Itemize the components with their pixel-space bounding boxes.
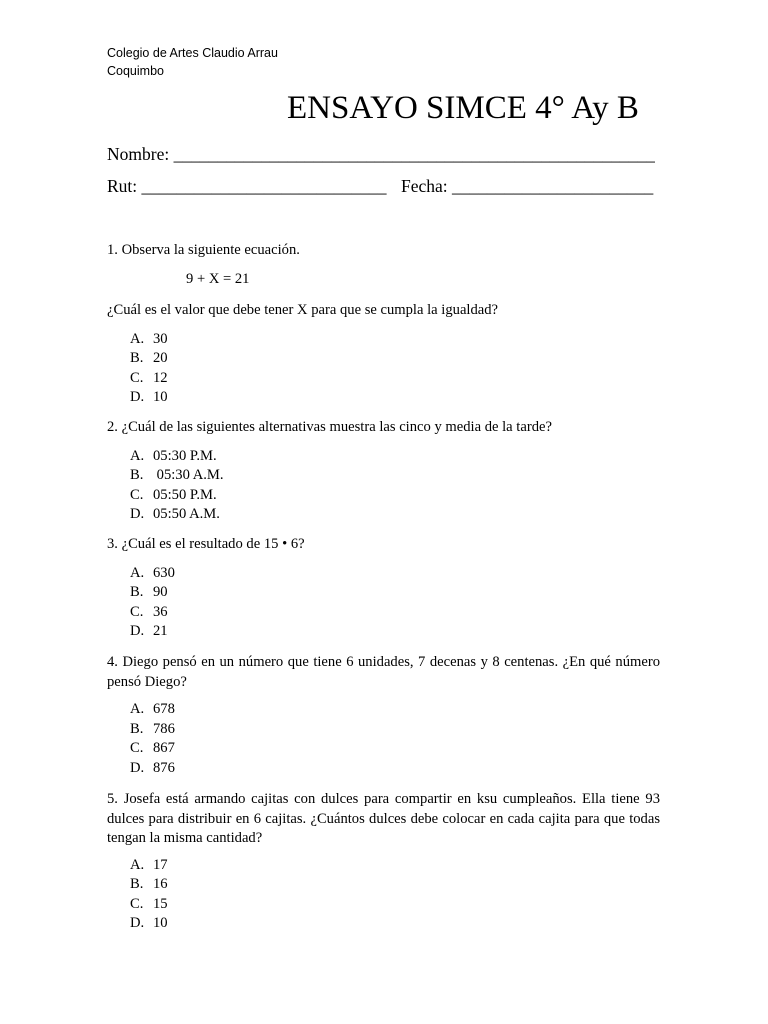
option-value: 90 (153, 584, 168, 600)
question-3-text: 3. ¿Cuál es el resultado de 15 • 6? (107, 536, 305, 552)
question-2-text: 2. ¿Cuál de las siguientes alternativas muestra las cinco y media de la tarde? (107, 419, 552, 435)
option-letter: A. (130, 565, 145, 581)
option-value: 867 (153, 740, 175, 756)
option-letter: D. (130, 915, 145, 931)
option-letter: B. (130, 876, 144, 892)
question-1-text: 1. Observa la siguiente ecuación. (107, 242, 300, 258)
option-value: 21 (153, 623, 168, 639)
question-5-text: 5. Josefa está armando cajitas con dulces para compartir en ksu cumpleaños. Ella tiene 93 dulces para distribuir en 6 cajitas. ¿Cuántos dulces debe colocar en cada cajita para que todas tengan la misma cantidad? (107, 791, 660, 846)
option-letter: D. (130, 760, 145, 776)
option-letter: C. (130, 740, 144, 756)
school-city: Coquimbo (107, 64, 164, 78)
option-value: 630 (153, 565, 175, 581)
option-letter: C. (130, 604, 144, 620)
option-value: 05:30 P.M. (153, 448, 217, 464)
option-letter: D. (130, 506, 145, 522)
option-value: 05:50 A.M. (153, 506, 220, 522)
option-value: 10 (153, 389, 168, 405)
option-value: 786 (153, 721, 175, 737)
option-letter: A. (130, 857, 145, 873)
option-value: 05:50 P.M. (153, 487, 217, 503)
option-letter: A. (130, 331, 145, 347)
fecha-field[interactable]: Fecha: _______________________ (401, 176, 654, 196)
option-letter: A. (130, 701, 145, 717)
option-letter: A. (130, 448, 145, 464)
option-value: 12 (153, 370, 168, 386)
option-letter: B. (130, 350, 144, 366)
option-value: 15 (153, 896, 168, 912)
option-letter: D. (130, 623, 145, 639)
nombre-field[interactable]: Nombre: _______________________________________________________ (107, 144, 655, 164)
option-value: 30 (153, 331, 168, 347)
option-letter: B. (130, 584, 144, 600)
option-letter: D. (130, 389, 145, 405)
option-value: 678 (153, 701, 175, 717)
option-value: 17 (153, 857, 168, 873)
option-value: 876 (153, 760, 175, 776)
school-name: Colegio de Artes Claudio Arrau (107, 46, 278, 60)
option-letter: C. (130, 487, 144, 503)
option-value: 05:30 A.M. (153, 467, 224, 483)
option-value: 10 (153, 915, 168, 931)
rut-field[interactable]: Rut: ____________________________ (107, 176, 387, 196)
question-1-equation: 9 + X = 21 (186, 271, 250, 287)
option-letter: B. (130, 721, 144, 737)
page-title: ENSAYO SIMCE 4° Ay B (287, 90, 639, 126)
option-value: 20 (153, 350, 168, 366)
option-letter: B. (130, 467, 144, 483)
option-value: 36 (153, 604, 168, 620)
question-1-prompt: ¿Cuál es el valor que debe tener X para que se cumpla la igualdad? (107, 302, 499, 318)
option-letter: C. (130, 896, 144, 912)
option-letter: C. (130, 370, 144, 386)
option-value: 16 (153, 876, 168, 892)
question-4-text: 4. Diego pensó en un número que tiene 6 unidades, 7 decenas y 8 centenas. ¿En qué número pensó Diego? (107, 654, 660, 690)
